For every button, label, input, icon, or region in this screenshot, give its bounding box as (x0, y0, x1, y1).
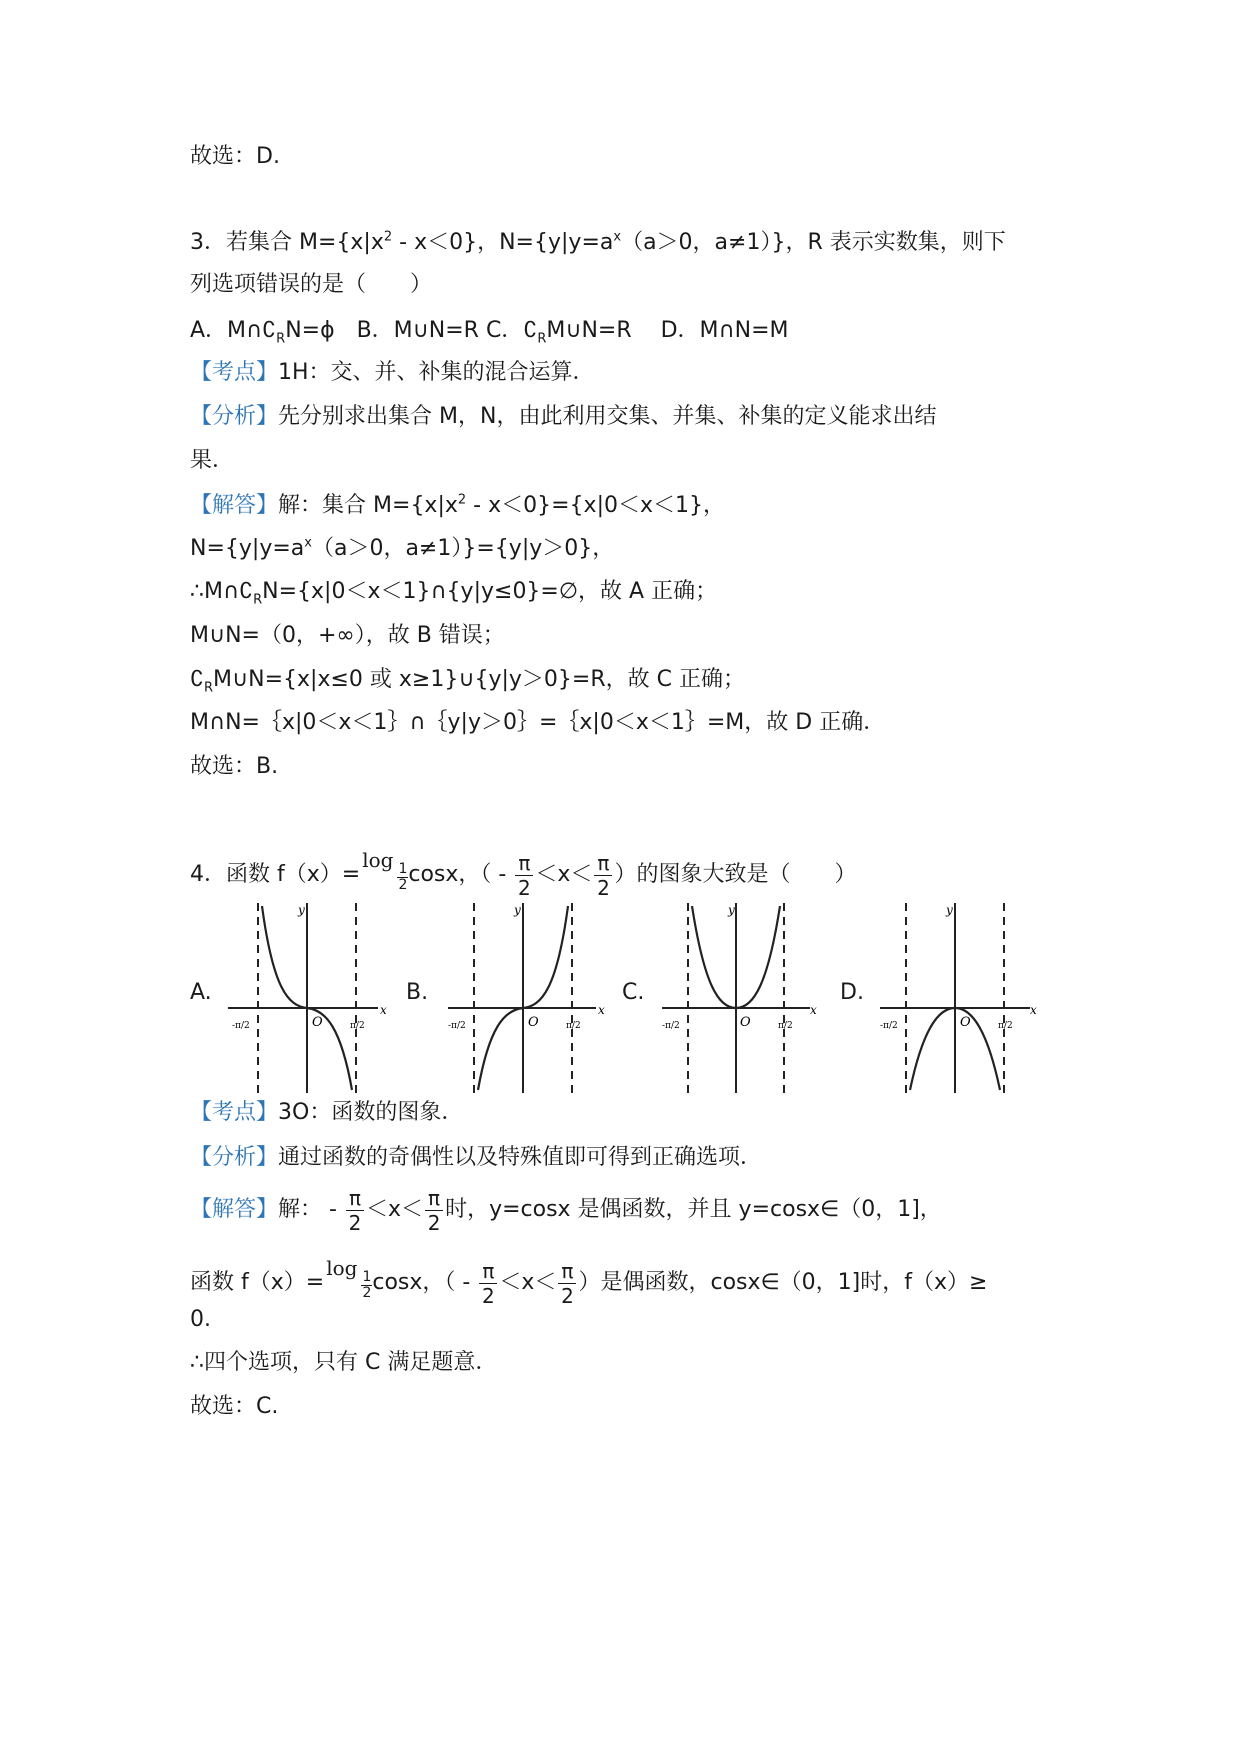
q3-fenxi-line2: 果． (190, 448, 235, 473)
option-graph-a[interactable] (228, 898, 388, 1093)
pi-over-2: $\frac{\pi}{2}$ (346, 1186, 364, 1235)
x-axis-label: x (598, 1003, 605, 1017)
y-axis-label: y (298, 903, 305, 917)
q4-jieda-4: ∴四个选项，只有 C 满足题意． (190, 1350, 498, 1375)
y-axis-label: y (514, 903, 521, 917)
pi-over-2: $\frac{\pi}{2}$ (425, 1186, 443, 1235)
q4-answer: 故选：C. (190, 1394, 279, 1419)
option-label-d: D. (840, 980, 864, 1005)
log-symbol: log (362, 848, 394, 872)
option-label-b: B. (406, 980, 429, 1005)
jieda-tag: 【解答】 (190, 1197, 279, 1222)
origin-label: O (312, 1015, 323, 1030)
q3-stem-line2: 列选项错误的是（ ） (190, 272, 433, 297)
fenxi-tag: 【分析】 (190, 1145, 279, 1170)
tick-pos-pi-2: π/2 (566, 1021, 581, 1031)
origin-label: O (740, 1015, 751, 1030)
tick-neg-pi-2: -π/2 (880, 1021, 898, 1031)
tick-neg-pi-2: -π/2 (232, 1021, 250, 1031)
origin-label: O (960, 1015, 971, 1030)
q4-kaodian: 【考点】3O：函数的图象． (190, 1100, 464, 1125)
x-axis-label: x (380, 1003, 387, 1017)
q3-stem: 3．若集合 $M=\{x|x^2 - x<0\}$，$N=\{y|y=a^x(a>0$，a≠1）}，R 表示实数集，则下 (190, 229, 1006, 255)
q4-fenxi: 【分析】通过函数的奇偶性以及特殊值即可得到正确选项． (190, 1145, 763, 1170)
q3-kaodian: 【考点】1H：交、并、补集的混合运算． (190, 360, 595, 385)
pi-over-2: $\frac{\pi}{2}$ (479, 1259, 497, 1308)
kaodian-tag: 【考点】 (190, 360, 279, 385)
q3-jieda-5: $∁_RM\cup N=\{x|x\le 0$ 或 x≥1}∪{y|y＞0}=R，故 C 正确； (190, 667, 745, 696)
x-axis-label: x (1030, 1003, 1037, 1017)
q3-jieda-2: $N=\{y|y=a^x(a>0$，a≠1）}={y|y＞0}， (190, 535, 615, 561)
fenxi-tag: 【分析】 (190, 404, 279, 429)
q4-jieda-1: 【解答】解： - $\frac{\pi}{2}$ ＜x＜ $\frac{\pi}{2}$ 时，y=cosx 是偶函数，并且 y=cosx∈（0，1]， (190, 1185, 942, 1235)
kaodian-tag: 【考点】 (190, 1100, 279, 1125)
q3-jieda-4: M∪N=（0，+∞），故 B 错误； (190, 623, 505, 648)
pi-over-2: $\frac{\pi}{2}$ (594, 851, 612, 900)
y-axis-label: y (728, 903, 735, 917)
origin-label: O (528, 1015, 539, 1030)
tick-pos-pi-2: π/2 (998, 1021, 1013, 1031)
option-graph-d[interactable] (880, 898, 1040, 1093)
log-base: $\frac{1}{2}$ (398, 861, 408, 893)
log-symbol: log (326, 1256, 358, 1280)
q3-answer: 故选：B. (190, 754, 279, 779)
q3-jieda-6: M∩N=｛x|0＜x＜1｝∩｛y|y＞0｝=｛x|0＜x＜1｝=M，故 D 正确． (190, 710, 886, 735)
tick-neg-pi-2: -π/2 (448, 1021, 466, 1031)
y-axis-label: y (946, 903, 953, 917)
log-base: $\frac{1}{2}$ (362, 1269, 372, 1301)
option-label-c: C. (622, 980, 645, 1005)
q3-jieda-3: $\therefore M\cap∁_RN=\{x|0<x<1\}\cap\{y|y\le 0\}=\emptyset$，故 A 正确； (190, 579, 718, 608)
q4-jieda-2: 函数 f（x）=log $\frac{1}{2}\cos x$，（ - $\frac{\pi}{2}$ ＜x＜ $\frac{\pi}{2}$ ）是偶函数，cosx∈（0，1]时，f（x）≥ (190, 1242, 987, 1309)
q4-jieda-3: 0. (190, 1307, 211, 1332)
tick-pos-pi-2: π/2 (350, 1021, 365, 1031)
option-graph-b[interactable] (448, 898, 608, 1093)
q3-fenxi: 【分析】先分别求出集合 M，N，由此利用交集、并集、补集的定义能求出结 (190, 404, 937, 429)
q3-jieda-1: 【解答】解：集合 $M=\{x|x^2 - x<0\}=\{x|0<x<1\}$， (190, 492, 725, 518)
pi-over-2: $\frac{\pi}{2}$ (515, 851, 533, 900)
answer-line-q2: 故选：D. (190, 144, 280, 169)
x-axis-label: x (810, 1003, 817, 1017)
option-graph-c[interactable] (662, 898, 822, 1093)
tick-pos-pi-2: π/2 (778, 1021, 793, 1031)
q4-stem: 4．函数 f（x）=log $\frac{1}{2}\cos x$，（ - $\frac{\pi}{2}$ ＜x＜ $\frac{\pi}{2}$ ）的图象大致是（ ） (190, 834, 856, 901)
q3-options: A．$M\cap∁_RN=\phi$ B．M∪N=R C．$∁_RM\cup N=R$ D．M∩N=M (190, 318, 789, 347)
jieda-tag: 【解答】 (190, 493, 279, 518)
pi-over-2: $\frac{\pi}{2}$ (558, 1259, 576, 1308)
option-label-a: A. (190, 980, 212, 1005)
tick-neg-pi-2: -π/2 (662, 1021, 680, 1031)
